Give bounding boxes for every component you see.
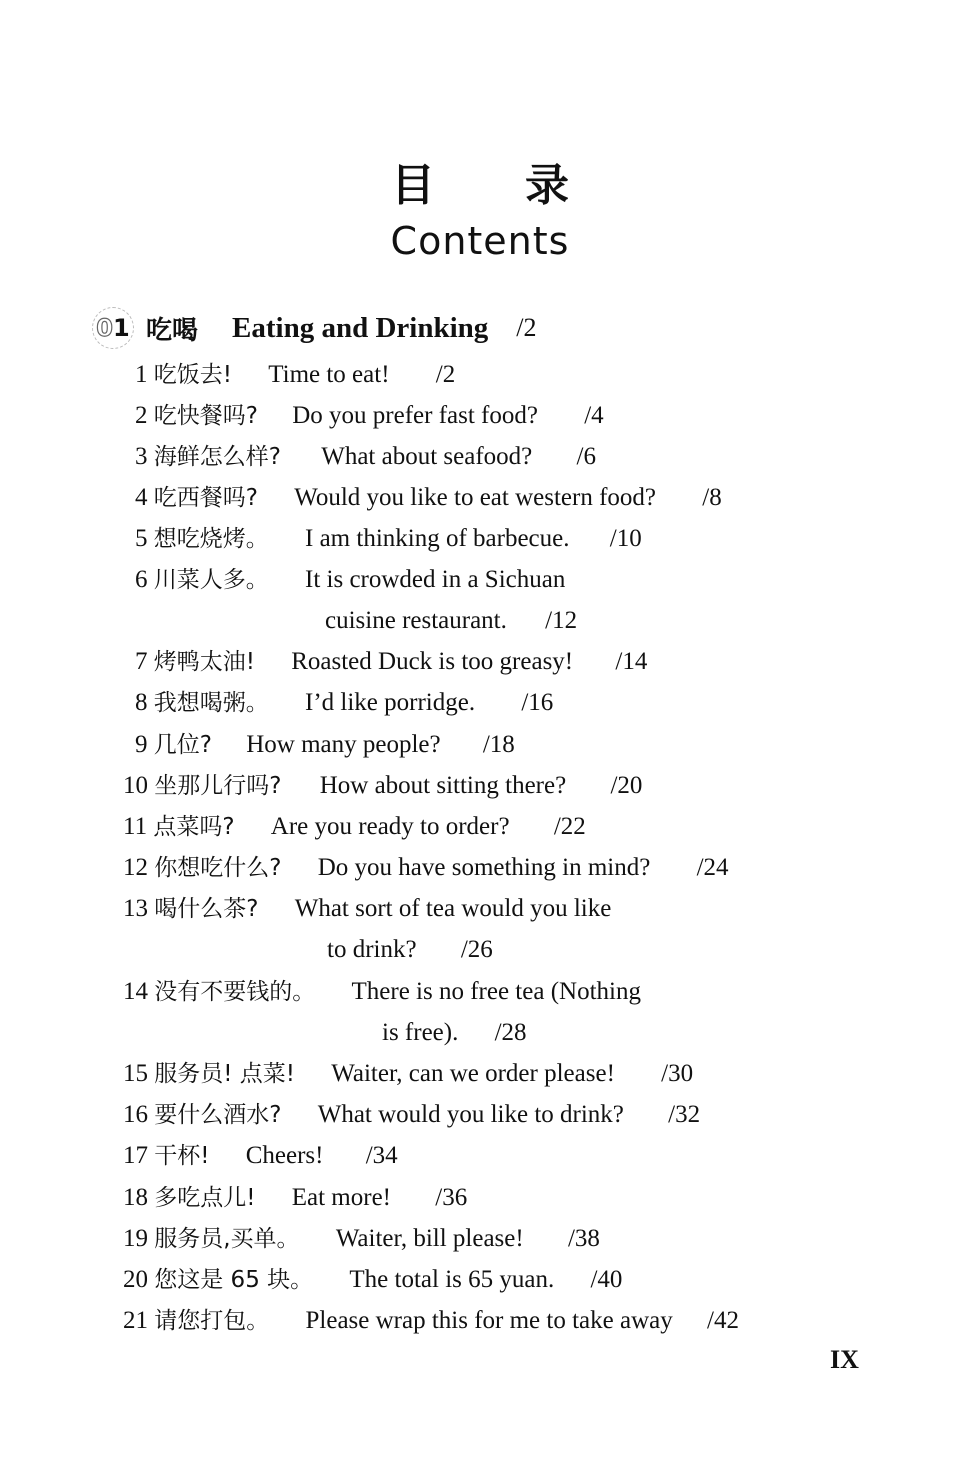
chapter-number-one: 1 <box>113 314 130 342</box>
entry-title-english: Waiter, bill please! <box>335 1225 524 1252</box>
entry-page-number: /8 <box>702 484 722 511</box>
entry-title-chinese: 烤鸭太油! <box>153 649 255 675</box>
entry-page-number: /12 <box>545 607 578 634</box>
entry-number: 6 <box>135 566 148 593</box>
toc-entry-3[interactable] <box>135 439 596 475</box>
entry-title-english: There is no free tea (Nothing <box>351 978 641 1005</box>
toc-entry-13[interactable] <box>123 891 611 927</box>
entry-number: 8 <box>135 689 148 716</box>
entry-number: 14 <box>123 978 148 1005</box>
toc-entry-6-continuation[interactable] <box>325 603 577 639</box>
entry-number: 4 <box>135 484 148 511</box>
entry-title-english: Roasted Duck is too greasy! <box>291 648 574 675</box>
entry-title-chinese: 没有不要钱的。 <box>154 979 316 1005</box>
entry-page-number: /28 <box>494 1019 527 1046</box>
entry-number: 16 <box>123 1101 148 1128</box>
toc-entry-19[interactable] <box>123 1221 600 1257</box>
entry-page-number: /26 <box>460 936 493 963</box>
entry-title-chinese: 服务员,买单。 <box>154 1226 300 1252</box>
entry-number: 10 <box>123 772 148 799</box>
entry-title-english: I’d like porridge. <box>305 689 476 716</box>
entry-title-chinese: 干杯! <box>154 1143 210 1169</box>
toc-entry-9[interactable] <box>135 727 515 763</box>
entry-page-number: /40 <box>590 1266 623 1293</box>
entry-page-number: /38 <box>567 1225 600 1252</box>
entry-page-number: /16 <box>521 689 554 716</box>
entry-title-english: Please wrap this for me to take away <box>305 1307 673 1334</box>
toc-entry-5[interactable] <box>135 521 642 557</box>
entry-number: 13 <box>123 895 148 922</box>
entry-title-english-continued: is free). <box>382 1019 459 1046</box>
entry-page-number: /6 <box>576 443 596 470</box>
entry-number: 15 <box>123 1060 148 1087</box>
entry-title-english: I am thinking of barbecue. <box>305 525 570 552</box>
entry-page-number: /10 <box>609 525 642 552</box>
entry-number: 17 <box>123 1142 148 1169</box>
entry-title-english: Do you have something in mind? <box>317 854 651 881</box>
entry-number: 7 <box>135 648 148 675</box>
entry-title-english: How many people? <box>246 731 441 758</box>
toc-entry-14-continuation[interactable] <box>382 1015 527 1051</box>
chapter-title-english: Eating and Drinking <box>232 311 489 344</box>
entry-page-number: /24 <box>696 854 729 881</box>
entry-title-english: What about seafood? <box>321 443 533 470</box>
entry-title-chinese: 你想吃什么? <box>154 855 282 881</box>
toc-entry-21[interactable] <box>123 1303 739 1339</box>
entry-title-english: The total is 65 yuan. <box>349 1266 555 1293</box>
entry-number: 1 <box>135 361 148 388</box>
toc-entry-1[interactable] <box>135 357 455 393</box>
toc-entry-18[interactable] <box>123 1180 467 1216</box>
entry-title-english: Are you ready to order? <box>270 813 510 840</box>
page-title-chinese: 目录 <box>391 160 659 211</box>
entry-page-number: /20 <box>610 772 643 799</box>
toc-entry-16[interactable] <box>123 1097 700 1133</box>
chapter-title-chinese: 吃喝 <box>146 315 199 346</box>
entry-title-chinese: 吃快餐吗? <box>153 403 258 429</box>
entry-page-number: /36 <box>435 1184 468 1211</box>
entry-number: 18 <box>123 1184 148 1211</box>
entry-number: 21 <box>123 1307 148 1334</box>
toc-entry-8[interactable] <box>135 685 553 721</box>
entry-title-chinese: 坐那儿行吗? <box>154 773 282 799</box>
entry-title-english: How about sitting there? <box>319 772 567 799</box>
toc-entry-2[interactable] <box>135 398 604 434</box>
entry-page-number: /34 <box>365 1142 398 1169</box>
entry-number: 12 <box>123 854 148 881</box>
entry-title-chinese: 请您打包。 <box>154 1308 270 1334</box>
entry-number: 20 <box>123 1266 148 1293</box>
entry-page-number: /32 <box>668 1101 701 1128</box>
entry-title-chinese: 服务员! 点菜! <box>154 1061 296 1087</box>
entry-title-chinese: 要什么酒水? <box>154 1102 282 1128</box>
entry-title-chinese: 点菜吗? <box>153 814 235 840</box>
entry-title-chinese: 我想喝粥。 <box>153 690 269 716</box>
entry-page-number: /42 <box>707 1307 739 1334</box>
toc-entry-13-continuation[interactable] <box>327 932 493 968</box>
entry-number: 11 <box>123 813 148 840</box>
toc-entry-4[interactable] <box>135 480 722 516</box>
entry-title-english-continued: to drink? <box>327 936 417 963</box>
entry-number: 9 <box>135 731 148 758</box>
entry-number: 5 <box>135 525 148 552</box>
entry-title-chinese: 川菜人多。 <box>153 567 269 593</box>
entry-title-english: Eat more! <box>291 1184 391 1211</box>
entry-page-number: /4 <box>584 402 604 429</box>
entry-number: 2 <box>135 402 148 429</box>
entry-title-english: What sort of tea would you like <box>294 895 612 922</box>
entry-title-english-continued: cuisine restaurant. <box>325 607 507 634</box>
entry-title-english: Cheers! <box>245 1142 324 1169</box>
toc-entry-14[interactable] <box>123 974 641 1010</box>
entry-number: 19 <box>123 1225 148 1252</box>
entry-title-chinese: 吃饭去! <box>153 362 232 388</box>
toc-entry-11[interactable] <box>123 809 586 845</box>
chapter-number-zero: 0 <box>96 314 113 342</box>
entry-title-english: It is crowded in a Sichuan <box>305 566 566 593</box>
entry-title-english: What would you like to drink? <box>317 1101 624 1128</box>
toc-entry-15[interactable] <box>123 1056 693 1092</box>
entry-title-english: Would you like to eat western food? <box>294 484 656 511</box>
entry-page-number: /22 <box>553 813 586 840</box>
entry-number: 3 <box>135 443 148 470</box>
entry-page-number: /14 <box>615 648 648 675</box>
entry-title-chinese: 海鲜怎么样? <box>153 444 281 470</box>
entry-page-number: /30 <box>661 1060 694 1087</box>
chapter-page-number: /2 <box>516 313 537 342</box>
entry-title-chinese: 吃西餐吗? <box>153 485 258 511</box>
toc-entry-6[interactable] <box>135 562 565 598</box>
entry-title-english: Do you prefer fast food? <box>292 402 538 429</box>
entry-title-chinese: 您这是 65 块。 <box>154 1267 314 1293</box>
entry-title-english: Time to eat! <box>268 361 390 388</box>
toc-entry-20[interactable] <box>123 1262 622 1298</box>
toc-entry-7[interactable] <box>135 644 647 680</box>
page-title-english: Contents <box>390 219 570 263</box>
entry-title-chinese: 多吃点儿! <box>154 1185 256 1211</box>
toc-entry-10[interactable] <box>123 768 642 804</box>
entry-title-english: Waiter, can we order please! <box>331 1060 615 1087</box>
entry-title-chinese: 想吃烧烤。 <box>153 526 269 552</box>
page-folio-number: IX <box>830 1345 859 1374</box>
toc-entry-17[interactable] <box>123 1138 398 1174</box>
entry-title-chinese: 几位? <box>153 732 212 758</box>
entry-page-number: /2 <box>435 361 456 388</box>
entry-title-chinese: 喝什么茶? <box>154 896 259 922</box>
entry-page-number: /18 <box>482 731 515 758</box>
toc-entry-12[interactable] <box>123 850 729 886</box>
